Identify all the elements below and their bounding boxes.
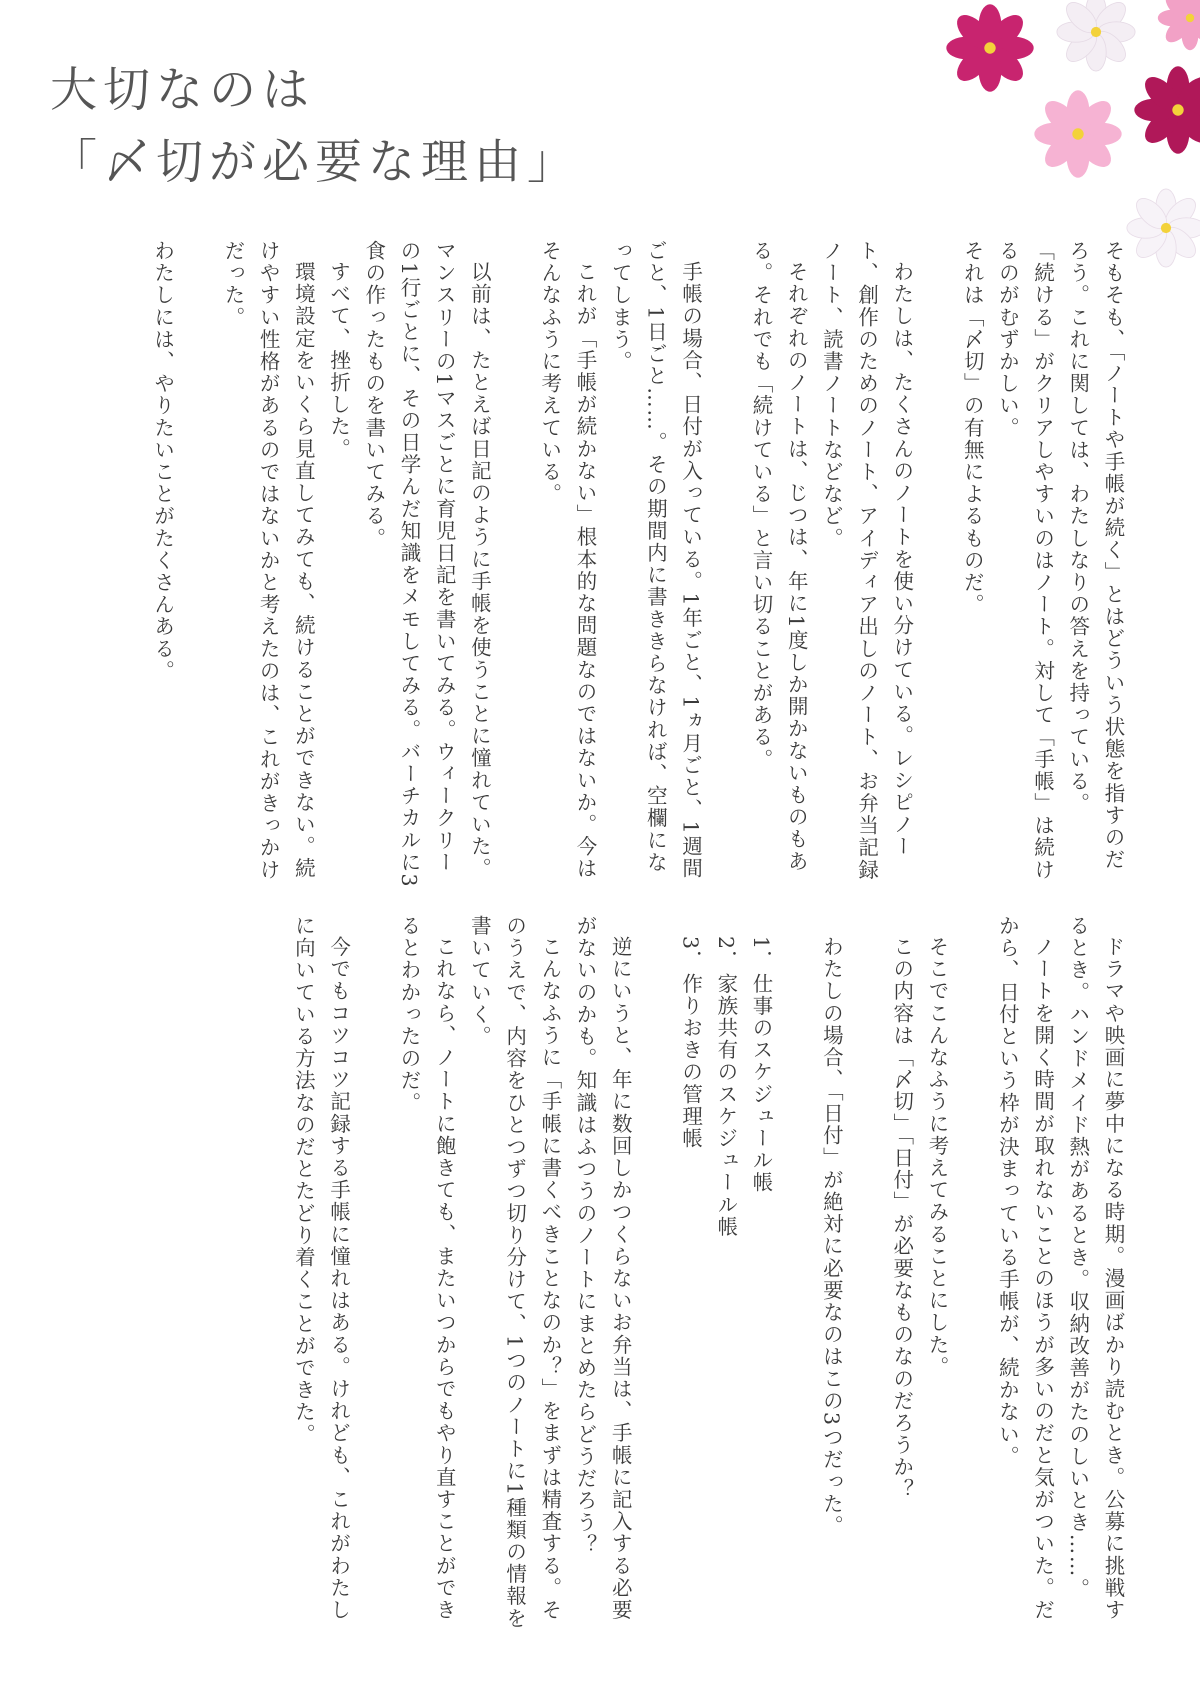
upper-text-block xyxy=(70,220,1130,890)
paragraph: 逆にいうと、年に数回しかつくらないお弁当は、手帳に記入する必要がないのかも。知識はふつうのノートにまとめたらどうだろう？ xyxy=(573,915,633,1621)
paragraph: 手帳の場合、日付が入っている。1年ごと、1ヵ月ごと、1週間ごと、1日ごと……。その期間内に書ききらなければ、空欄になってしまう。 xyxy=(608,240,703,880)
blank-line xyxy=(954,915,989,1635)
paragraph: これが「手帳が続かない」根本的な問題なのではないか。今はそんなふうに考えている。 xyxy=(537,240,597,880)
flower-dark-magenta-right xyxy=(1134,66,1200,153)
paragraph: ドラマや映画に夢中になる時期。漫画ばかり読むとき。公募に挑戦するとき。ハンドメイド熱があるとき。収納改善がたのしいとき……。 xyxy=(1065,915,1125,1621)
paragraph: 以前は、たとえば日記のように手帳を使うことに憧れていた。マンスリーの1マスごとに育児日記を書いてみる。ウィークリーの1行ごとに、その日学んだ知識をメモしてみる。バーチカルに3食の作ったものを書いてみる。 xyxy=(361,240,492,889)
paragraph: 今でもコツコツ記録する手帳に憧れはある。けれども、これがわたしに向いている方法なのだとたどり着くことができた。 xyxy=(291,915,351,1621)
paragraph: 「続ける」がクリアしやすいのはノート。対して「手帳」は続けるのがむずかしい。 xyxy=(995,240,1055,881)
paragraph: わたしの場合、「日付」が絶対に必要なのはこの3つだった。 xyxy=(819,935,844,1537)
paragraph: ノートを開く時間が取れないことのほうが多いのだと気がついた。だから、日付という枠が決まっている手帳が、続かない。 xyxy=(995,915,1055,1621)
page-title xyxy=(50,55,580,199)
list-item: 2．家族共有のスケジュール帳 xyxy=(713,935,738,1238)
paragraph: 環境設定をいくら見直してみても、続けることができない。続けやすい性格があるのではないかと考えたのは、これがきっかけだった。 xyxy=(220,240,316,881)
blank-line xyxy=(848,915,883,1635)
paragraph: わたしは、たくさんのノートを使い分けている。レシピノート、創作のためのノート、アイディア出しのノート、お弁当記録ノート、読書ノートなどなど。 xyxy=(819,240,914,881)
paragraph: すべて、挫折した。 xyxy=(326,260,351,460)
blank-line xyxy=(919,240,954,890)
flower-magenta-left xyxy=(946,4,1033,91)
blank-line xyxy=(496,240,531,890)
blank-line xyxy=(180,240,215,890)
paragraph: それは「〆切」の有無によるものだ。 xyxy=(960,240,985,616)
blank-line xyxy=(708,240,743,890)
blank-line xyxy=(637,915,672,1635)
flower-white-top xyxy=(1057,0,1135,71)
paragraph: わたしには、やりたいことがたくさんある。 xyxy=(150,240,175,682)
list-item: 1．仕事のスケジュール帳 xyxy=(749,935,774,1194)
paragraph: そもそも、「ノートや手帳が続く」とはどういう状態を指すのだろう。これに関しては、わたしなりの答えを持っている。 xyxy=(1065,240,1125,871)
list-item: 3．作りおきの管理帳 xyxy=(678,935,703,1150)
title-line-1: 大切なのは xyxy=(50,63,315,118)
flower-pink-middle xyxy=(1034,90,1121,177)
paragraph: こんなふうに「手帳に書くべきことなのか？」をまずは精査する。そのうえで、内容をひとつずつ切り分けて、1つのノートに1種類の情報を書いていく。 xyxy=(467,915,562,1630)
paragraph: これなら、ノートに飽きても、またいつからでもやり直すことができるとわかったのだ。 xyxy=(397,915,457,1621)
paragraph: そこでこんなふうに考えてみることにした。 xyxy=(925,935,949,1378)
flower-white-lower xyxy=(1127,189,1200,267)
blank-line xyxy=(356,915,391,1635)
blank-line xyxy=(778,915,813,1635)
paragraph: それぞれのノートは、じつは、年に1度しか開かないものもある。それでも「続けている」と言い切ることがある。 xyxy=(748,240,809,872)
flower-pink-top-right xyxy=(1158,0,1200,50)
lower-text-block xyxy=(70,915,1130,1635)
paragraph: この内容は「〆切」「日付」が必要なものなのだろうか？ xyxy=(889,935,914,1500)
title-line-2: 「〆切が必要な理由」 xyxy=(50,135,580,190)
